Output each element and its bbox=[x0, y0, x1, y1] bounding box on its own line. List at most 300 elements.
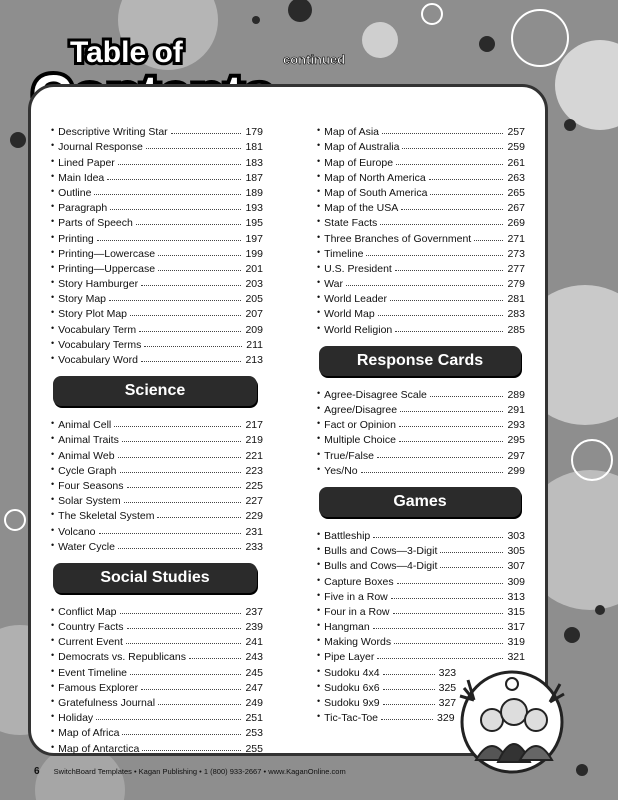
toc-entry-page: 297 bbox=[507, 449, 525, 462]
bullet-icon: • bbox=[317, 307, 321, 318]
bullet-icon: • bbox=[317, 246, 321, 257]
toc-entry-page: 241 bbox=[245, 636, 263, 649]
toc-entry-label: The Skeletal System bbox=[58, 510, 155, 523]
left-entries bbox=[51, 123, 263, 366]
toc-entry-page: 209 bbox=[245, 323, 263, 336]
toc-entry-page: 227 bbox=[245, 495, 263, 508]
toc-entry-label: Sudoku 6x6 bbox=[324, 681, 380, 694]
section-response-cards: Response Cards bbox=[319, 346, 521, 376]
toc-entry bbox=[51, 709, 263, 724]
toc-entry bbox=[317, 153, 525, 168]
bullet-icon: • bbox=[317, 665, 321, 676]
bullet-icon: • bbox=[317, 292, 321, 303]
toc-entry bbox=[51, 507, 263, 522]
bullet-icon: • bbox=[51, 524, 55, 535]
toc-entry bbox=[51, 260, 263, 275]
toc-entry-page: 279 bbox=[507, 278, 525, 291]
dot-leader bbox=[158, 270, 241, 271]
toc-entry-label: Map of Australia bbox=[324, 141, 400, 154]
toc-entry bbox=[317, 245, 525, 260]
bullet-icon: • bbox=[317, 322, 321, 333]
toc-entry-page: 289 bbox=[507, 388, 525, 401]
toc-entry-page: 237 bbox=[245, 605, 263, 618]
toc-entry-page: 195 bbox=[245, 217, 263, 230]
toc-entry bbox=[51, 214, 263, 229]
bullet-icon: • bbox=[51, 680, 55, 691]
toc-entry-page: 197 bbox=[245, 232, 263, 245]
toc-entry-page: 317 bbox=[507, 621, 525, 634]
bullet-icon: • bbox=[317, 277, 321, 288]
bullet-icon: • bbox=[317, 544, 321, 555]
toc-entry bbox=[317, 184, 525, 199]
toc-entry-label: Four Seasons bbox=[58, 479, 124, 492]
toc-entry-label: State Facts bbox=[324, 217, 378, 230]
toc-entry-label: World Religion bbox=[324, 323, 393, 336]
toc-entry-page: 313 bbox=[507, 590, 525, 603]
bullet-icon: • bbox=[317, 574, 321, 585]
bullet-icon: • bbox=[51, 448, 55, 459]
toc-entry-page: 247 bbox=[245, 681, 263, 694]
bullet-icon: • bbox=[51, 353, 55, 363]
dot-leader bbox=[361, 472, 504, 473]
dot-leader bbox=[394, 643, 503, 644]
continued-label: continued bbox=[283, 52, 346, 67]
toc-entry-label: Map of the USA bbox=[324, 202, 399, 215]
toc-entry-page: 245 bbox=[245, 666, 263, 679]
bullet-icon: • bbox=[51, 201, 55, 212]
toc-entry-label: Printing bbox=[58, 232, 94, 245]
title-line1: Table of bbox=[70, 36, 183, 69]
bullet-icon: • bbox=[317, 185, 321, 196]
toc-entry bbox=[51, 618, 263, 633]
toc-entry bbox=[317, 169, 525, 184]
dot-leader bbox=[399, 441, 504, 442]
bullet-icon: • bbox=[51, 307, 55, 318]
bullet-icon: • bbox=[317, 125, 321, 136]
toc-entry-page: 221 bbox=[245, 449, 263, 462]
toc-entry-label: Water Cycle bbox=[58, 540, 115, 553]
toc-entry-page: 199 bbox=[245, 247, 263, 260]
toc-entry-label: Parts of Speech bbox=[58, 217, 133, 230]
dot-leader bbox=[118, 548, 242, 549]
toc-entry-page: 315 bbox=[507, 605, 525, 618]
toc-entry-label: Lined Paper bbox=[58, 156, 115, 169]
dot-leader bbox=[141, 689, 241, 690]
toc-entry-page: 201 bbox=[245, 262, 263, 275]
toc-entry-page: 183 bbox=[245, 156, 263, 169]
bullet-icon: • bbox=[51, 170, 55, 181]
bullet-icon: • bbox=[317, 403, 321, 413]
toc-entry bbox=[317, 386, 525, 401]
toc-entry-page: 309 bbox=[507, 575, 525, 588]
section-social-studies: Social Studies bbox=[53, 563, 257, 593]
bullet-icon: • bbox=[317, 155, 321, 166]
response-cards-entries bbox=[317, 386, 525, 477]
bullet-icon: • bbox=[51, 665, 55, 676]
toc-entry-page: 251 bbox=[245, 712, 263, 725]
toc-entry-page: 231 bbox=[245, 525, 263, 538]
dot-leader bbox=[378, 315, 504, 316]
toc-entry bbox=[317, 572, 525, 587]
dot-leader bbox=[429, 179, 504, 180]
toc-entry-page: 217 bbox=[245, 419, 263, 432]
toc-entry-page: 273 bbox=[507, 247, 525, 260]
bullet-icon: • bbox=[51, 620, 55, 631]
toc-entry-label: Multiple Choice bbox=[324, 434, 396, 447]
toc-entry-label: Agree/Disagree bbox=[324, 404, 398, 416]
bullet-icon: • bbox=[51, 418, 55, 429]
bullet-icon: • bbox=[317, 711, 321, 722]
toc-entry-page: 187 bbox=[245, 171, 263, 184]
dot-leader bbox=[109, 300, 241, 301]
dot-leader bbox=[114, 426, 241, 427]
dot-leader bbox=[377, 457, 504, 458]
dot-leader bbox=[346, 285, 503, 286]
toc-entry-label: Main Idea bbox=[58, 171, 105, 184]
toc-entry bbox=[51, 462, 263, 477]
toc-entry-page: 307 bbox=[507, 560, 525, 573]
dot-leader bbox=[124, 502, 242, 503]
footer-text: SwitchBoard Templates • Kagan Publishing • 1 (800) 933-2667 • www.KaganOnline.com bbox=[53, 767, 346, 776]
toc-entry-label: Vocabulary Terms bbox=[58, 338, 142, 351]
toc-entry-page: 283 bbox=[507, 308, 525, 321]
toc-entry-page: 319 bbox=[507, 636, 525, 649]
toc-entry bbox=[51, 229, 263, 244]
dot-leader bbox=[171, 133, 242, 134]
toc-entry-page: 325 bbox=[438, 681, 457, 694]
toc-entry-label: Story Map bbox=[58, 293, 107, 306]
bullet-icon: • bbox=[51, 322, 55, 333]
toc-entry bbox=[51, 245, 263, 260]
dot-leader bbox=[366, 255, 503, 256]
bullet-icon: • bbox=[317, 620, 321, 631]
toc-entry bbox=[51, 123, 263, 138]
dot-leader bbox=[395, 270, 504, 271]
dot-leader bbox=[430, 396, 504, 397]
toc-entry bbox=[317, 633, 525, 648]
toc-entry bbox=[317, 588, 525, 603]
dot-leader bbox=[440, 567, 503, 568]
toc-entry bbox=[51, 351, 263, 366]
toc-entry-label: Yes/No bbox=[324, 464, 358, 477]
toc-entry-page: 233 bbox=[245, 540, 263, 553]
bullet-icon: • bbox=[317, 604, 321, 615]
section-science: Science bbox=[53, 376, 257, 406]
toc-entry-label: Battleship bbox=[324, 529, 371, 542]
toc-entry-page: 269 bbox=[507, 217, 525, 230]
toc-entry-page: 205 bbox=[245, 293, 263, 306]
toc-entry-page: 193 bbox=[245, 202, 263, 215]
toc-entry-page: 293 bbox=[507, 419, 525, 432]
bullet-icon: • bbox=[51, 741, 55, 752]
toc-entry-page: 271 bbox=[507, 232, 525, 245]
toc-entry bbox=[51, 648, 263, 663]
toc-entry-page: 281 bbox=[507, 293, 525, 306]
toc-entry-label: Solar System bbox=[58, 495, 121, 508]
dot-leader bbox=[130, 315, 241, 316]
toc-entry bbox=[51, 199, 263, 214]
bullet-icon: • bbox=[317, 261, 321, 272]
dot-leader bbox=[390, 300, 503, 301]
bullet-icon: • bbox=[317, 387, 321, 398]
toc-entry-page: 253 bbox=[245, 727, 263, 740]
toc-entry-page: 203 bbox=[245, 278, 263, 291]
toc-entry-label: Gratefulness Journal bbox=[58, 697, 156, 709]
toc-entry bbox=[51, 603, 263, 618]
toc-entry bbox=[51, 431, 263, 446]
contents-panel bbox=[28, 84, 548, 756]
bullet-icon: • bbox=[317, 463, 321, 474]
toc-entry-page: 207 bbox=[245, 308, 263, 321]
dot-leader bbox=[144, 346, 242, 347]
toc-entry-label: Printing—Uppercase bbox=[58, 262, 156, 275]
toc-entry bbox=[51, 336, 263, 351]
toc-entry-label: Cycle Graph bbox=[58, 464, 117, 477]
toc-entry-label: Paragraph bbox=[58, 202, 108, 215]
bullet-icon: • bbox=[317, 448, 321, 459]
toc-entry-label: Map of Asia bbox=[324, 126, 380, 139]
bullet-icon: • bbox=[51, 185, 55, 196]
toc-entry-page: 225 bbox=[245, 479, 263, 492]
dot-leader bbox=[122, 734, 241, 735]
toc-entry-label: Making Words bbox=[324, 636, 392, 649]
toc-entry-label: Map of North America bbox=[324, 171, 426, 184]
toc-entry-label: Bulls and Cows—4-Digit bbox=[324, 560, 438, 573]
toc-entry bbox=[51, 724, 263, 739]
bullet-icon: • bbox=[51, 604, 55, 615]
dot-leader bbox=[127, 628, 242, 629]
toc-entry bbox=[51, 446, 263, 461]
left-column bbox=[51, 123, 263, 755]
bullet-icon: • bbox=[51, 711, 55, 722]
toc-entry bbox=[51, 633, 263, 648]
toc-entry-page: 243 bbox=[245, 651, 263, 664]
bullet-icon: • bbox=[51, 696, 55, 706]
dot-leader bbox=[373, 537, 503, 538]
toc-entry-label: Animal Traits bbox=[58, 434, 119, 447]
toc-entry bbox=[51, 416, 263, 431]
toc-entry bbox=[317, 229, 525, 244]
toc-entry-label: True/False bbox=[324, 449, 374, 462]
dot-leader bbox=[118, 164, 242, 165]
toc-entry-label: Holiday bbox=[58, 712, 94, 725]
toc-entry bbox=[317, 275, 525, 290]
toc-entry-label: Five in a Row bbox=[324, 590, 388, 603]
dot-leader bbox=[97, 240, 242, 241]
toc-entry-page: 329 bbox=[437, 712, 455, 725]
toc-entry-page: 259 bbox=[507, 141, 525, 154]
toc-entry-page: 179 bbox=[245, 126, 263, 139]
dot-leader bbox=[107, 179, 241, 180]
footer bbox=[34, 766, 346, 777]
dot-leader bbox=[126, 643, 242, 644]
toc-entry-label: Outline bbox=[58, 186, 92, 199]
toc-entry-page: 327 bbox=[438, 697, 457, 709]
cheering-kids-illustration bbox=[452, 660, 572, 780]
toc-entry-label: Event Timeline bbox=[58, 666, 128, 679]
dot-leader bbox=[395, 331, 503, 332]
section-games: Games bbox=[319, 487, 521, 517]
toc-entry-page: 239 bbox=[245, 621, 263, 634]
dot-leader bbox=[383, 704, 435, 705]
toc-entry bbox=[51, 275, 263, 290]
bullet-icon: • bbox=[317, 680, 321, 691]
bullet-icon: • bbox=[51, 277, 55, 288]
toc-entry-label: Descriptive Writing Star bbox=[58, 126, 168, 139]
dot-leader bbox=[399, 426, 504, 427]
toc-entry bbox=[51, 679, 263, 694]
toc-entry-label: Hangman bbox=[324, 621, 370, 634]
toc-entry bbox=[51, 320, 263, 335]
toc-entry-label: Conflict Map bbox=[58, 605, 117, 618]
bullet-icon: • bbox=[51, 494, 55, 505]
toc-entry-label: Story Hamburger bbox=[58, 278, 139, 291]
dot-leader bbox=[120, 472, 242, 473]
dot-leader bbox=[381, 719, 433, 720]
toc-entry-label: Map of South America bbox=[324, 186, 428, 199]
toc-entry bbox=[51, 477, 263, 492]
toc-entry bbox=[317, 462, 525, 477]
dot-leader bbox=[139, 331, 241, 332]
toc-entry-label: Sudoku 9x9 bbox=[324, 697, 380, 709]
toc-entry-page: 189 bbox=[245, 186, 263, 199]
bullet-icon: • bbox=[317, 589, 321, 600]
toc-entry-label: Democrats vs. Republicans bbox=[58, 651, 186, 664]
dot-leader bbox=[99, 533, 242, 534]
dot-leader bbox=[141, 361, 242, 362]
toc-entry-page: 261 bbox=[507, 156, 525, 169]
bullet-icon: • bbox=[51, 140, 55, 151]
toc-entry-label: Sudoku 4x4 bbox=[324, 666, 380, 679]
bullet-icon: • bbox=[317, 635, 321, 646]
right-column bbox=[317, 123, 525, 724]
dot-leader bbox=[141, 285, 241, 286]
bullet-icon: • bbox=[51, 635, 55, 646]
toc-entry-label: Vocabulary Term bbox=[58, 323, 137, 336]
bullet-icon: • bbox=[51, 463, 55, 474]
dot-leader bbox=[396, 164, 503, 165]
toc-entry bbox=[317, 260, 525, 275]
toc-entry-page: 249 bbox=[245, 697, 263, 709]
dot-leader bbox=[400, 411, 503, 412]
toc-entry bbox=[51, 184, 263, 199]
bullet-icon: • bbox=[317, 559, 321, 570]
toc-entry-label: Four in a Row bbox=[324, 605, 390, 618]
dot-leader bbox=[383, 689, 435, 690]
science-entries bbox=[51, 416, 263, 553]
toc-entry bbox=[317, 138, 525, 153]
toc-entry-label: Story Plot Map bbox=[58, 308, 128, 321]
toc-entry bbox=[51, 305, 263, 320]
toc-entry-label: Current Event bbox=[58, 636, 123, 649]
bullet-icon: • bbox=[317, 170, 321, 181]
toc-entry-label: Agree-Disagree Scale bbox=[324, 388, 427, 401]
bullet-icon: • bbox=[51, 509, 55, 520]
toc-entry-page: 303 bbox=[507, 529, 525, 542]
toc-entry-page: 299 bbox=[507, 464, 525, 477]
toc-entry-label: Three Branches of Government bbox=[324, 232, 472, 245]
bullet-icon: • bbox=[317, 418, 321, 429]
toc-entry bbox=[317, 542, 525, 557]
toc-entry-label: Country Facts bbox=[58, 621, 124, 634]
toc-entry bbox=[317, 416, 525, 431]
bullet-icon: • bbox=[317, 231, 321, 242]
bullet-icon: • bbox=[51, 478, 55, 489]
bullet-icon: • bbox=[51, 231, 55, 242]
toc-entry-label: Volcano bbox=[58, 525, 96, 538]
dot-leader bbox=[189, 658, 242, 659]
bullet-icon: • bbox=[317, 696, 321, 706]
toc-entry-label: Fact or Opinion bbox=[324, 419, 396, 432]
toc-entry bbox=[51, 538, 263, 553]
page-number: 6 bbox=[34, 766, 40, 777]
toc-entry-label: Map of Antarctica bbox=[58, 742, 140, 755]
toc-entry bbox=[317, 557, 525, 572]
dot-leader bbox=[157, 517, 241, 518]
bullet-icon: • bbox=[317, 216, 321, 227]
toc-entry-page: 321 bbox=[507, 651, 525, 664]
toc-entry-label: Map of Europe bbox=[324, 156, 394, 169]
dot-leader bbox=[130, 674, 241, 675]
toc-entry-label: Tic-Tac-Toe bbox=[324, 712, 379, 725]
toc-entry bbox=[317, 431, 525, 446]
toc-entry-page: 267 bbox=[507, 202, 525, 215]
toc-entry-page: 305 bbox=[507, 545, 525, 558]
bullet-icon: • bbox=[317, 528, 321, 539]
toc-entry-label: Journal Response bbox=[58, 141, 143, 154]
toc-entry bbox=[317, 527, 525, 542]
toc-entry-label: Famous Explorer bbox=[58, 681, 139, 694]
toc-entry bbox=[317, 618, 525, 633]
toc-entry-page: 181 bbox=[245, 141, 263, 154]
toc-entry bbox=[51, 663, 263, 678]
toc-entry bbox=[317, 199, 525, 214]
dot-leader bbox=[373, 628, 504, 629]
bullet-icon: • bbox=[317, 140, 321, 151]
toc-entry bbox=[51, 739, 263, 754]
toc-entry-page: 291 bbox=[507, 404, 525, 416]
toc-entry bbox=[317, 401, 525, 416]
dot-leader bbox=[94, 194, 241, 195]
toc-entry-page: 277 bbox=[507, 262, 525, 275]
bullet-icon: • bbox=[51, 125, 55, 136]
bullet-icon: • bbox=[51, 539, 55, 550]
toc-entry bbox=[317, 214, 525, 229]
toc-entry bbox=[317, 290, 525, 305]
toc-entry bbox=[51, 138, 263, 153]
toc-entry-label: Pipe Layer bbox=[324, 651, 375, 664]
toc-entry bbox=[317, 603, 525, 618]
dot-leader bbox=[380, 224, 503, 225]
toc-entry-label: Printing—Lowercase bbox=[58, 247, 156, 260]
toc-entry bbox=[317, 446, 525, 461]
toc-entry-label: Animal Cell bbox=[58, 419, 112, 432]
toc-entry-page: 211 bbox=[246, 338, 263, 351]
right-entries bbox=[317, 123, 525, 336]
dot-leader bbox=[382, 133, 503, 134]
dot-leader bbox=[122, 441, 242, 442]
toc-entry-label: World Map bbox=[324, 308, 375, 321]
toc-entry-page: 219 bbox=[245, 434, 263, 447]
toc-entry-label: U.S. President bbox=[324, 262, 392, 275]
toc-entry-page: 229 bbox=[245, 510, 263, 523]
toc-entry-page: 213 bbox=[245, 354, 263, 366]
dot-leader bbox=[383, 674, 435, 675]
dot-leader bbox=[393, 613, 504, 614]
dot-leader bbox=[127, 487, 242, 488]
toc-entry-page: 295 bbox=[507, 434, 525, 447]
dot-leader bbox=[96, 719, 241, 720]
